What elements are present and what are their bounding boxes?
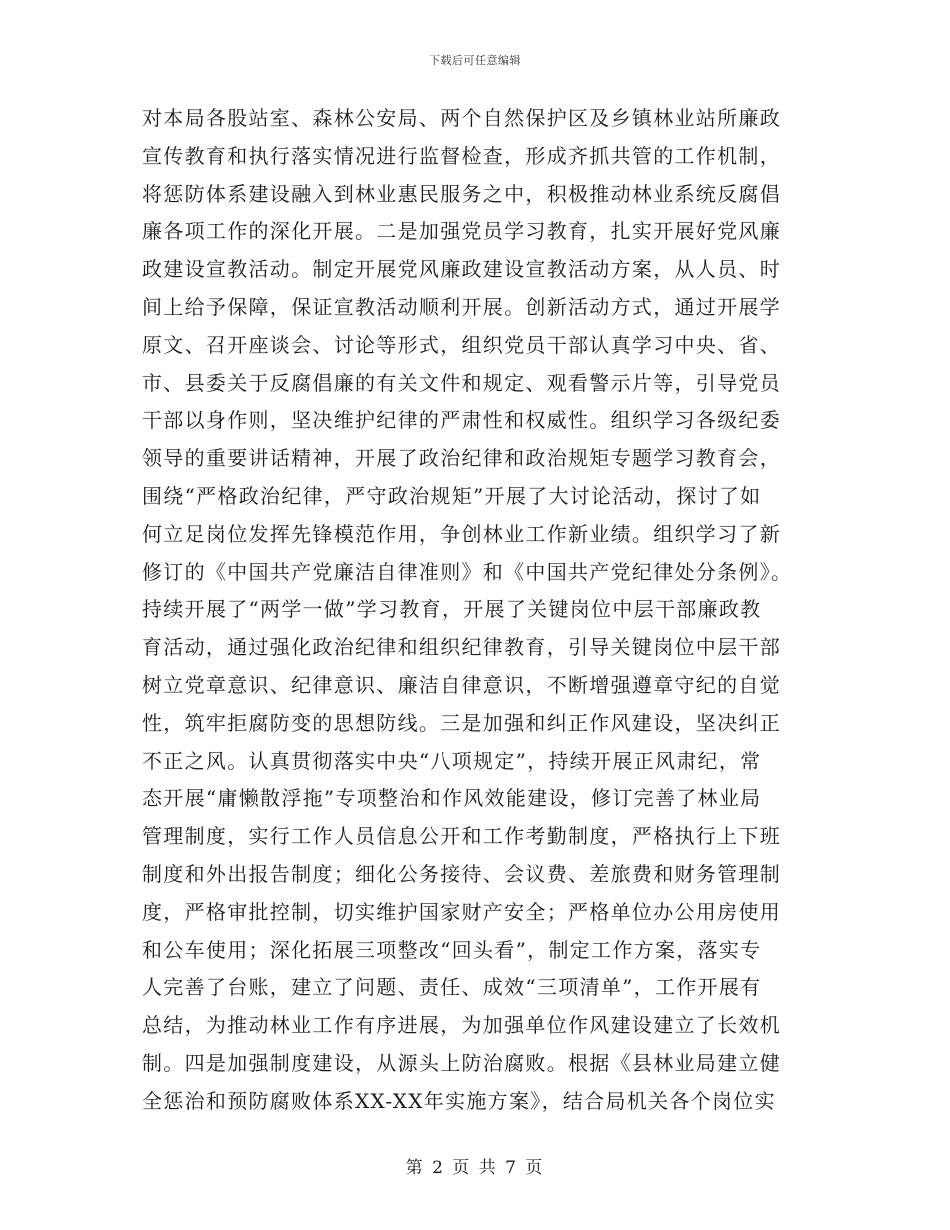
body-line: 性，筑牢拒腐防变的思想防线。三是加强和纠正作风建设，坚决纠正	[142, 710, 781, 735]
body-line: 态开展“庸懒散浮拖”专项整治和作风效能建设，修订完善了林业局	[142, 786, 762, 811]
page-header: 下载后可任意编辑	[429, 54, 521, 67]
body-line: 树立党章意识、纪律意识、廉洁自律意识，不断增强遵章守纪的自觉	[142, 672, 781, 697]
body-line: 将惩防体系建设融入到林业惠民服务之中，积极推动林业系统反腐倡	[142, 181, 781, 206]
body-line: 廉各项工作的深化开展。二是加强党员学习教育，扎实开展好党风廉	[142, 219, 781, 244]
body-line: 总结，为推动林业工作有序进展，为加强单位作风建设建立了长效机	[142, 1013, 781, 1038]
body-line: 领导的重要讲话精神，开展了政治纪律和政治规矩专题学习教育会，	[142, 446, 781, 471]
body-line: 度，严格审批控制，切实维护国家财产安全；严格单位办公用房使用	[142, 899, 781, 924]
body-line: 修订的《中国共产党廉洁自律准则》和《中国共产党纪律处分条例》。	[142, 559, 793, 584]
body-line: 何立足岗位发挥先锋模范作用，争创林业工作新业绩。组织学习了新	[142, 521, 781, 546]
body-line: 市、县委关于反腐倡廉的有关文件和规定、观看警示片等，引导党员	[142, 370, 781, 395]
body-line: 人完善了台账，建立了问题、责任、成效“三项清单”，工作开展有	[142, 975, 762, 1000]
body-line: 育活动，通过强化政治纪律和组织纪律教育，引导关键岗位中层干部	[142, 635, 781, 660]
body-line: 制度和外出报告制度；细化公务接待、会议费、差旅费和财务管理制	[142, 861, 781, 886]
document-body	[142, 100, 822, 1121]
page-number: 第 2 页 共 7 页	[405, 1158, 545, 1178]
body-line: 间上给予保障，保证宣教活动顺利开展。创新活动方式，通过开展学	[142, 294, 781, 319]
body-line: 和公车使用；深化拓展三项整改“回头看”，制定工作方案，落实专	[142, 937, 762, 962]
body-line: 全惩治和预防腐败体系XX-XX年实施方案》，结合局机关各个岗位实	[142, 1088, 776, 1113]
body-line: 政建设宣教活动。制定开展党风廉政建设宣教活动方案，从人员、时	[142, 257, 781, 282]
body-line: 不正之风。认真贯彻落实中央“八项规定”，持续开展正风肃纪，常	[142, 748, 762, 773]
body-line: 原文、召开座谈会、讨论等形式，组织党员干部认真学习中央、省、	[142, 332, 781, 357]
body-line: 管理制度，实行工作人员信息公开和工作考勤制度，严格执行上下班	[142, 824, 781, 849]
body-line: 围绕“严格政治纪律，严守政治规矩”开展了大讨论活动，探讨了如	[142, 483, 762, 508]
body-line: 对本局各股站室、森林公安局、两个自然保护区及乡镇林业站所廉政	[142, 106, 781, 130]
body-line: 干部以身作则，坚决维护纪律的严肃性和权威性。组织学习各级纪委	[142, 408, 781, 433]
body-line: 制。四是加强制度建设，从源头上防治腐败。根据《县林业局建立健	[142, 1050, 781, 1075]
body-line: 宣传教育和执行落实情况进行监督检查，形成齐抓共管的工作机制，	[142, 143, 781, 168]
body-line: 持续开展了“两学一做”学习教育，开展了关键岗位中层干部廉政教	[142, 597, 762, 622]
